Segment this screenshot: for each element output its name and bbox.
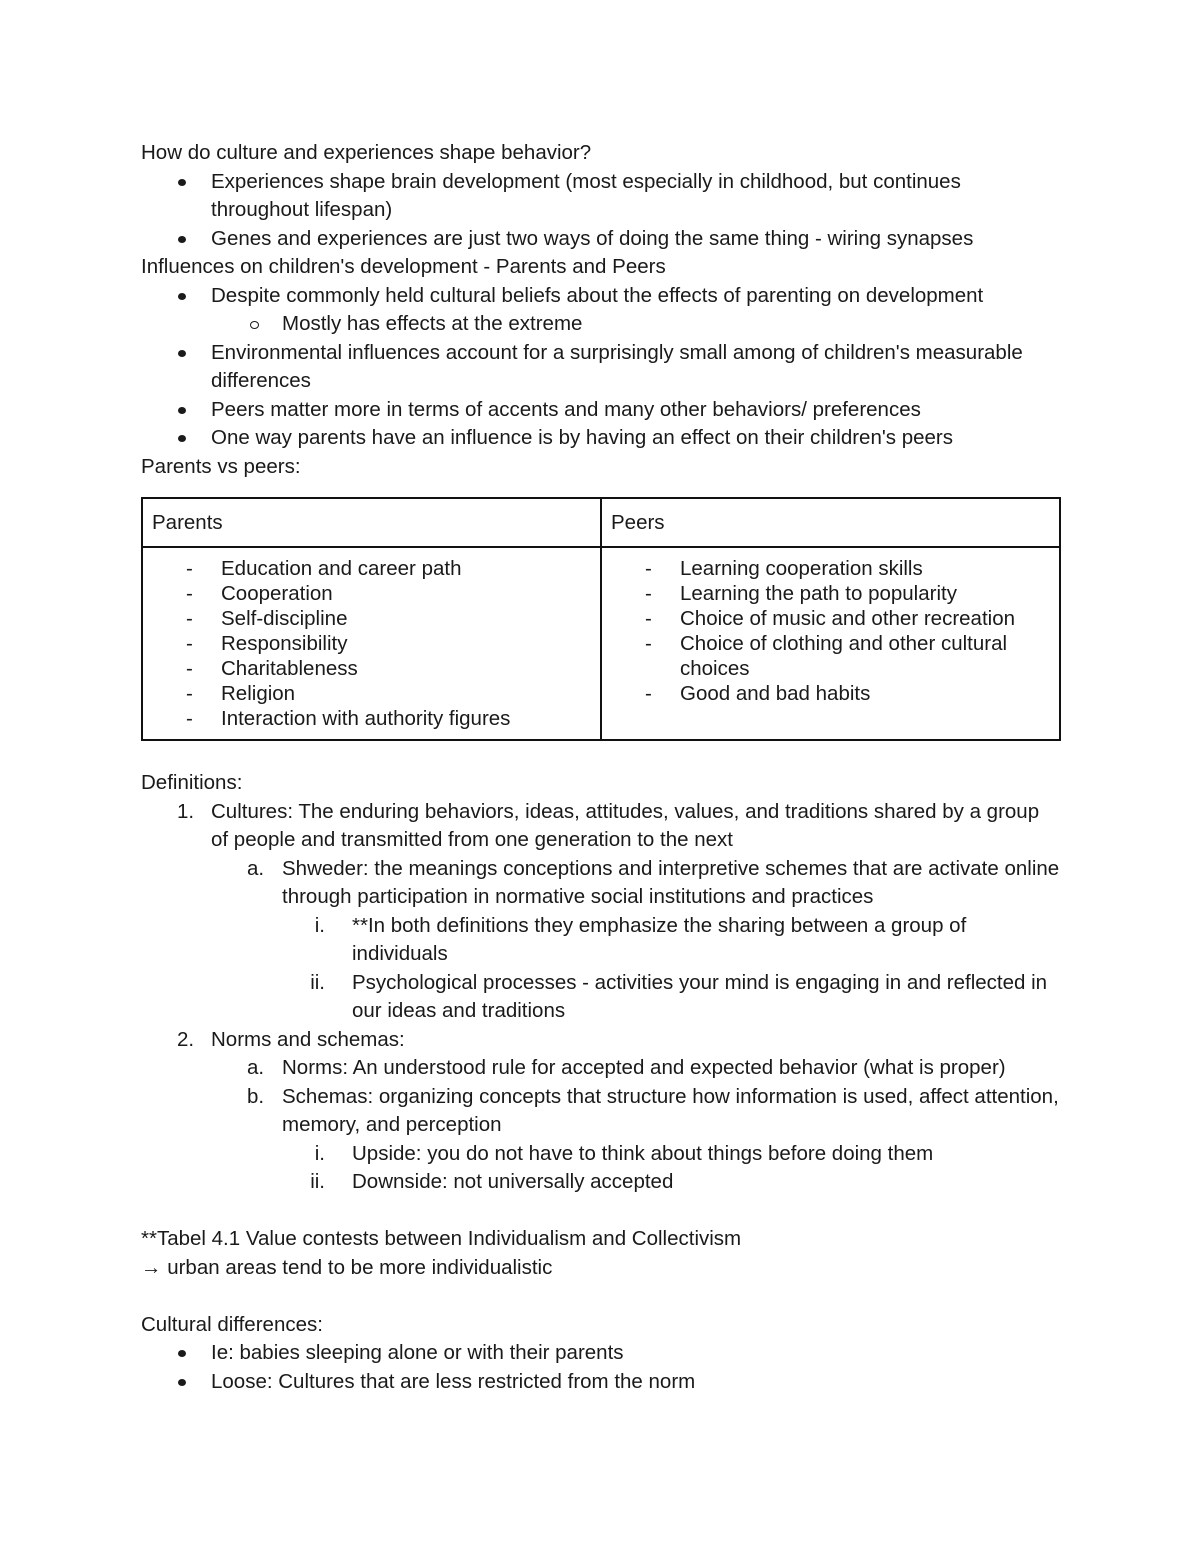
roman-item — [141, 969, 1061, 1026]
list-text: Good and bad habits — [680, 682, 871, 705]
parents-list-item — [143, 706, 600, 731]
list-roman: i. — [314, 1141, 325, 1165]
section-heading: Influences on children's development - Parents and Peers — [141, 255, 666, 278]
item-text: Shweder: the meanings conceptions and interpretive schemes that are activate online through participation in normative social institutions and practices — [282, 856, 1060, 908]
dash-marker: - — [186, 582, 193, 605]
item-text: Norms and schemas: — [211, 1027, 405, 1051]
bullet-item — [141, 424, 1061, 453]
item-text: Norms: An understood rule for accepted and expected behavior (what is proper) — [282, 1056, 1006, 1079]
peers-list-item — [602, 606, 1059, 631]
section-heading: Cultural differences: — [141, 1312, 323, 1336]
bullet-item — [141, 1339, 1061, 1368]
dash-marker: - — [645, 682, 652, 705]
parents-list-item — [143, 606, 600, 631]
parents-vs-peers-table — [141, 497, 1061, 741]
bullet-text: Mostly has effects at the extreme — [282, 312, 583, 335]
list-text: Self-discipline — [221, 607, 348, 630]
parents-list-item — [143, 631, 600, 656]
bullet-icon — [178, 350, 186, 357]
list-letter: a. — [247, 1056, 265, 1079]
item-text: Schemas: organizing concepts that structure how information is used, affect attention, memory, and perception — [282, 1084, 1059, 1136]
peers-header: Peers — [601, 498, 1060, 547]
peers-cell — [601, 547, 1060, 740]
parents-cell — [142, 547, 601, 740]
item-text: Cultures: The enduring behaviors, ideas, attitudes, values, and traditions shared by a group of people and transmitted from one generation to the next — [211, 799, 1040, 851]
roman-item — [141, 1168, 1061, 1197]
bullet-text: Ie: babies sleeping alone or with their parents — [211, 1341, 624, 1364]
dash-marker: - — [186, 632, 193, 655]
peers-list-item — [602, 556, 1059, 581]
list-text: Interaction with authority figures — [221, 707, 511, 730]
hollow-bullet-icon — [250, 321, 259, 329]
list-text: Choice of music and other recreation — [680, 607, 1016, 630]
bullet-icon — [178, 435, 186, 442]
list-text: Choice of clothing and other cultural choices — [680, 632, 1008, 680]
bullet-text: Loose: Cultures that are less restricted from the norm — [211, 1369, 696, 1393]
list-text: Learning the path to popularity — [680, 582, 957, 605]
dash-marker: - — [186, 657, 193, 680]
bullet-item — [141, 339, 1061, 396]
bullet-icon — [178, 1350, 186, 1357]
bullet-text: Peers matter more in terms of accents and many other behaviors/ preferences — [211, 397, 921, 421]
lettered-item — [141, 1054, 1061, 1083]
bullet-icon — [178, 407, 186, 414]
bullet-icon — [178, 236, 186, 243]
parents-list-item — [143, 681, 600, 706]
bullet-item — [141, 1368, 1061, 1397]
item-text: Psychological processes - activities your mind is engaging in and reflected in our ideas and traditions — [352, 970, 1048, 1022]
lettered-item — [141, 855, 1061, 912]
dash-marker: - — [186, 682, 193, 705]
document-page — [141, 139, 1061, 1396]
peers-list-item — [602, 681, 1059, 706]
bullet-icon — [178, 1379, 186, 1386]
dash-marker: - — [645, 607, 652, 630]
list-text: Learning cooperation skills — [680, 557, 923, 580]
bullet-text: One way parents have an influence is by having an effect on their children's peers — [211, 426, 953, 449]
blank-line — [141, 1282, 1061, 1311]
item-text: Upside: you do not have to think about things before doing them — [352, 1141, 934, 1165]
list-number: 2. — [177, 1027, 195, 1051]
dash-marker: - — [186, 557, 193, 580]
list-text: Responsibility — [221, 632, 348, 655]
dash-marker: - — [645, 582, 652, 605]
list-text: Education and career path — [221, 557, 462, 580]
numbered-item — [141, 798, 1061, 855]
list-roman: ii. — [310, 1170, 325, 1193]
roman-item — [141, 912, 1061, 969]
table-note-arrow: → urban areas tend to be more individualistic — [141, 1255, 553, 1279]
list-text: Charitableness — [221, 657, 358, 680]
dash-marker: - — [186, 607, 193, 630]
roman-item — [141, 1140, 1061, 1169]
bullet-text: Environmental influences account for a surprisingly small among of children's measurable differences — [211, 340, 1023, 392]
bullet-icon — [178, 293, 186, 300]
sub-bullet-item — [141, 310, 1061, 339]
bullet-item — [141, 396, 1061, 425]
table-caption: Parents vs peers: — [141, 454, 301, 478]
bullet-text: Genes and experiences are just two ways of doing the same thing - wiring synapses — [211, 226, 974, 250]
bullet-item — [141, 168, 1061, 225]
bullet-text: Experiences shape brain development (most especially in childhood, but continues throughout lifespan) — [211, 169, 961, 221]
parents-list-item — [143, 581, 600, 606]
parents-list-item — [143, 656, 600, 681]
numbered-item — [141, 1026, 1061, 1055]
dash-marker: - — [186, 707, 193, 730]
bullet-item — [141, 225, 1061, 254]
table-note: **Tabel 4.1 Value contests between Individualism and Collectivism — [141, 1227, 742, 1250]
peers-list-item — [602, 581, 1059, 606]
list-letter: b. — [247, 1084, 265, 1108]
list-letter: a. — [247, 856, 265, 880]
item-text: **In both definitions they emphasize the sharing between a group of individuals — [352, 913, 967, 965]
list-text: Religion — [221, 682, 296, 705]
section-heading: How do culture and experiences shape behavior? — [141, 141, 592, 164]
blank-line — [141, 1197, 1061, 1226]
list-roman: ii. — [310, 970, 325, 994]
dash-marker: - — [645, 632, 652, 655]
parents-header: Parents — [142, 498, 601, 547]
list-text: Cooperation — [221, 582, 333, 605]
section-heading: Definitions: — [141, 771, 243, 794]
parents-list-item — [143, 556, 600, 581]
item-text: Downside: not universally accepted — [352, 1170, 674, 1193]
lettered-item — [141, 1083, 1061, 1140]
bullet-text: Despite commonly held cultural beliefs about the effects of parenting on development — [211, 283, 984, 307]
dash-marker: - — [645, 557, 652, 580]
list-number: 1. — [177, 799, 195, 823]
list-roman: i. — [314, 913, 325, 937]
peers-list-item — [602, 631, 1059, 681]
bullet-item — [141, 282, 1061, 311]
bullet-icon — [178, 179, 186, 186]
